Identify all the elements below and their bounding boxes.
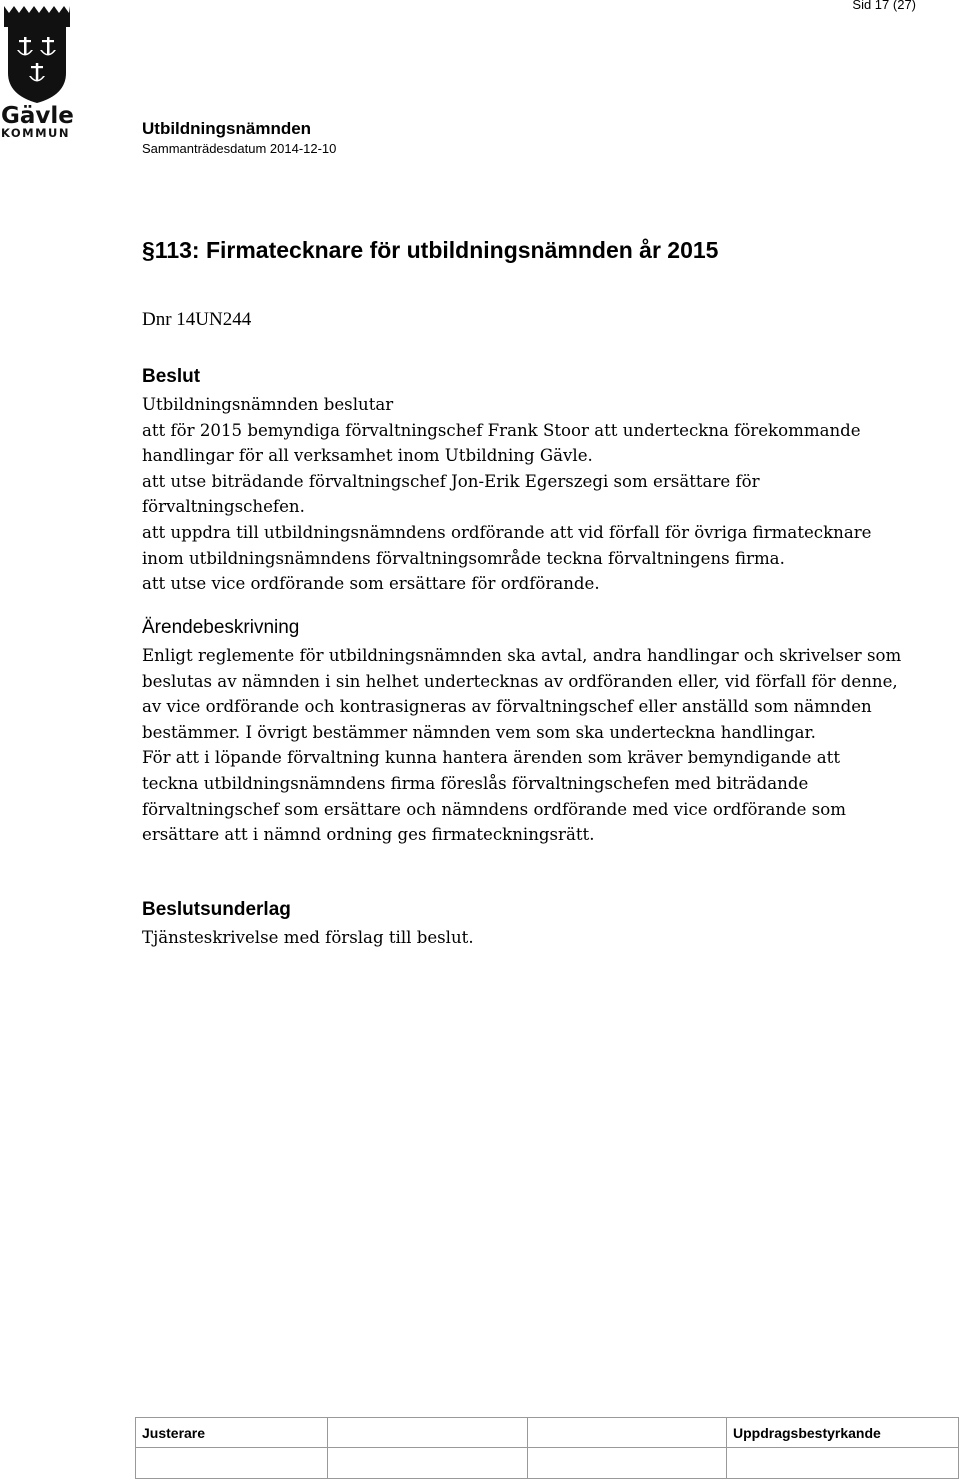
arendebeskrivning-heading: Ärendebeskrivning <box>142 617 300 638</box>
signature-table <box>135 1417 959 1479</box>
dnr: Dnr 14UN244 <box>142 309 252 330</box>
beslut-heading: Beslut <box>142 366 201 387</box>
signature-cell <box>328 1448 528 1479</box>
arendebeskrivning-paragraph: För att i löpande förvaltning kunna hantera ärenden som kräver bemyndigande att teckna utbildningsnämndens firma föreslås förvaltningschefen med biträdande förvaltningschef som ersättare och nämndens ordförande med vice ordförande som ersättare att i nämnd ordning ges firmateckningsrätt. <box>142 748 847 845</box>
signature-cell <box>727 1448 959 1479</box>
justerare-label: Justerare <box>136 1418 328 1448</box>
signature-cell <box>528 1448 727 1479</box>
page-number: Sid 17 (27) <box>852 0 916 12</box>
arendebeskrivning-body <box>142 643 942 848</box>
beslutsunderlag-text: Tjänsteskrivelse med förslag till beslut. <box>142 928 474 947</box>
beslutsunderlag-heading: Beslutsunderlag <box>142 899 291 920</box>
beslut-line: att uppdra till utbildningsnämndens ordförande att vid förfall för övriga firmatecknare inom utbildningsnämndens förvaltningsområde teckna förvaltningens firma. <box>142 522 872 568</box>
beslut-line: att utse biträdande förvaltningschef Jon-Erik Egerszegi som ersättare för förvaltningschefen. <box>142 471 760 517</box>
beslut-body <box>142 392 942 597</box>
gavle-kommun-logo <box>0 3 78 139</box>
beslut-line: Utbildningsnämnden beslutar <box>142 395 394 414</box>
signature-cell <box>528 1418 727 1448</box>
meeting-date: Sammanträdesdatum 2014-12-10 <box>142 141 337 156</box>
committee-name: Utbildningsnämnden <box>142 119 312 138</box>
beslut-line: att för 2015 bemyndiga förvaltningschef Frank Stoor att underteckna förekommande handlingar för all verksamhet inom Utbildning Gävle. <box>142 420 861 466</box>
document-title: §113: Firmatecknare för utbildningsnämnden år 2015 <box>142 237 719 263</box>
arendebeskrivning-paragraph: Enligt reglemente för utbildningsnämnden ska avtal, andra handlingar och skrivelser som beslutas av nämnden i sin helhet undertecknas av ordföranden eller, vid förfall för denne, av vice ordförande och kontrasigneras av förvaltningschef eller anställd som nämnden bestämmer. I övrigt bestämmer nämnden vem som ska underteckna handlingar. <box>142 646 902 742</box>
beslutsunderlag-body <box>142 925 942 951</box>
beslut-line: att utse vice ordförande som ersättare för ordförande. <box>142 574 600 594</box>
signature-cell <box>136 1448 328 1479</box>
signature-cell <box>328 1418 528 1448</box>
logo-text: Gävle <box>1 103 74 129</box>
logo-subtext: KOMMUN <box>1 126 71 139</box>
uppdragsbestyrkande-label: Uppdragsbestyrkande <box>727 1418 959 1448</box>
